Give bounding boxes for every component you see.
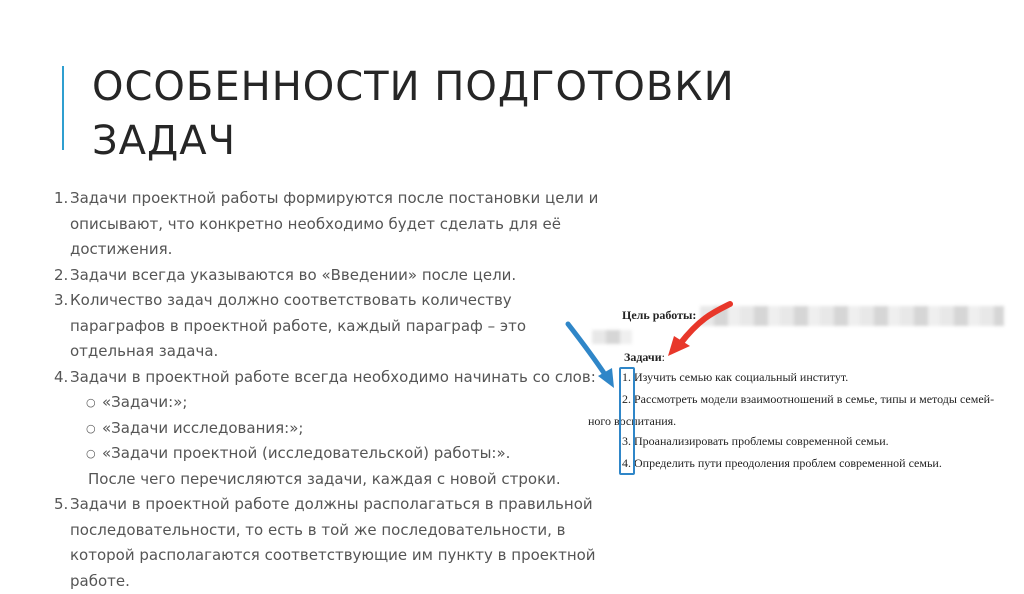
blue-arrow-icon [564,320,624,392]
sub-list-item [40,390,600,416]
tasks-label: Задачи [624,350,662,364]
tasks-colon: : [661,350,665,364]
list-note: После чего перечисляются задачи, каждая с новой строки. [88,469,561,488]
bullet-icon: ○ [86,447,96,460]
list-item [40,186,600,263]
list-number: 3. [54,291,69,309]
list-number: 1. [54,189,69,207]
sub-list-item [40,416,600,442]
list-text: Задачи всегда указываются во «Введении» после цели. [70,265,517,284]
list-item [40,263,600,289]
list-text: Задачи в проектной работе всегда необходимо начинать со слов: [70,367,596,386]
sub-list-text: «Задачи исследования:»; [102,418,304,437]
example-line: 3. Проанализировать проблемы современной семьи. [622,434,889,448]
blurred-goal-text [700,306,1004,326]
example-line: 4. Определить пути преодоления проблем современной семьи. [622,456,942,470]
sub-list-text: «Задачи:»; [102,393,188,411]
list-number: 4. [54,367,69,386]
bullet-icon: ○ [86,421,96,435]
list-text: Задачи в проектной работе должны располагаться в правильной последовательности, то есть в той же последовательности, в которой располагаются соответствующие им пункту в проектной работе. [70,495,596,590]
example-document-image [588,300,1008,490]
title-accent-line [62,66,64,150]
list-item [40,365,600,391]
slide-title: ОСОБЕННОСТИ ПОДГОТОВКИ ЗАДАЧ [92,64,735,164]
list-number: 2. [54,265,69,284]
example-line: ного воспитания. [588,414,677,428]
sub-list-text: «Задачи проектной (исследовательской) работы:». [102,444,511,462]
bullet-icon: ○ [86,396,96,409]
tasks-list [40,186,600,594]
list-item [40,288,600,365]
sub-list-item [40,441,600,467]
list-text: Количество задач должно соответствовать количеству параграфов в проектной работе, каждый параграф – это отдельная задача. [70,291,527,360]
list-number: 5. [54,495,69,513]
red-arrow-icon [664,300,736,360]
goal-label: Цель работы: [622,308,697,322]
list-text: Задачи проектной работы формируются после постановки цели и описывают, что конкретно необходимо будет сделать для её достижения. [70,189,599,258]
tasks-heading [624,350,665,365]
example-line: 1. Изучить семью как социальный институт. [622,370,849,384]
example-line: 2. Рассмотреть модели взаимоотношений в семье, типы и методы семей- [622,392,995,406]
list-item [40,492,600,594]
